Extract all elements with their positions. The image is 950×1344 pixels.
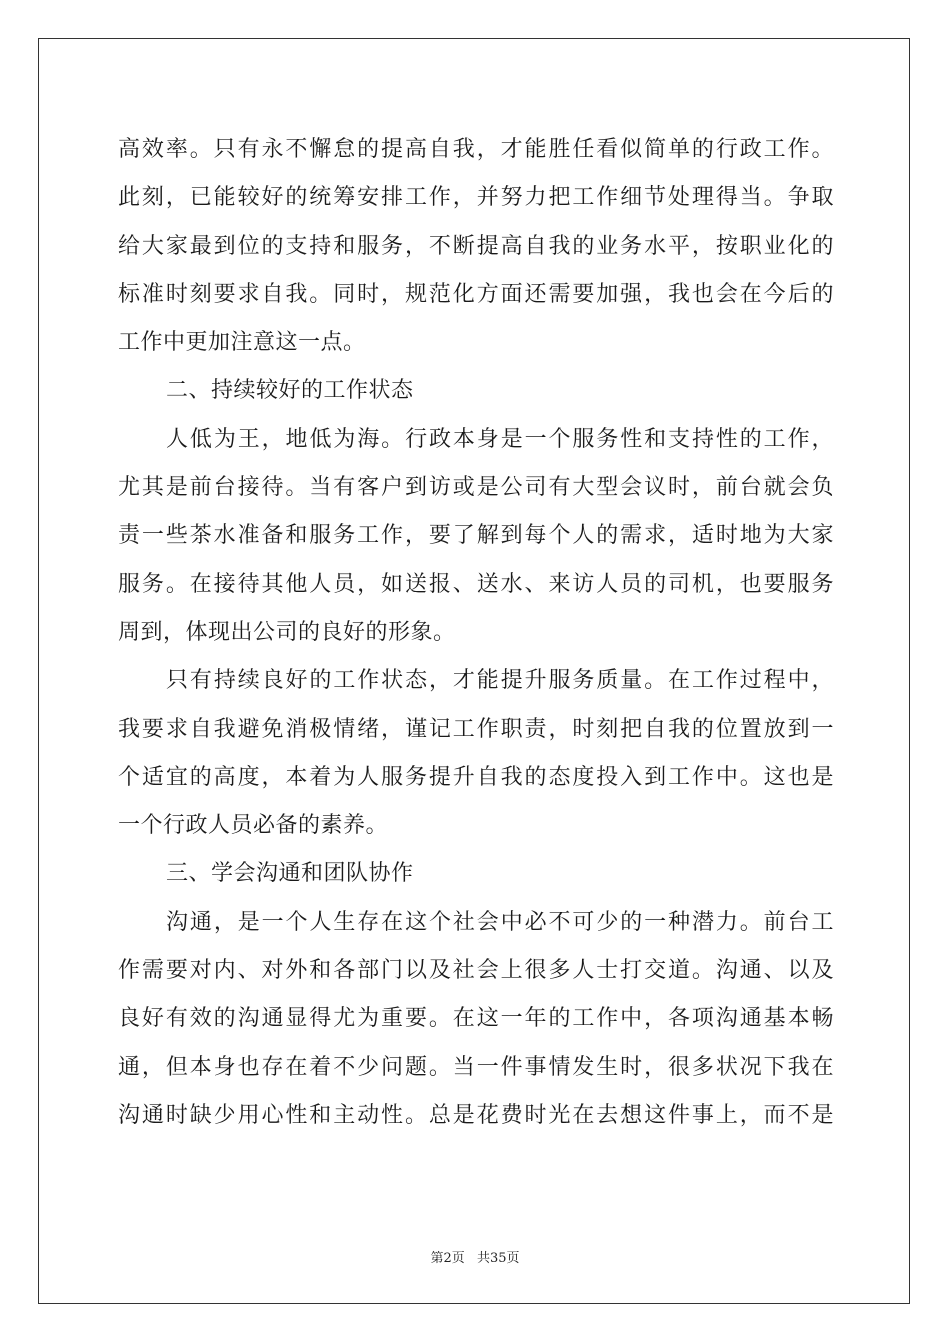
text-line: 责一些茶水准备和服务工作，要了解到每个人的需求，适时地为大家 bbox=[118, 523, 834, 549]
document-body bbox=[118, 126, 834, 1140]
text-line: 作需要对内、对外和各部门以及社会上很多人士打交道。沟通、以及 bbox=[118, 958, 834, 984]
text-line: 沟通，是一个人生存在这个社会中必不可少的一种潜力。前台工 bbox=[166, 909, 834, 935]
text-line: 周到，体现出公司的良好的形象。 bbox=[118, 619, 456, 645]
text-line: 标准时刻要求自我。同时，规范化方面还需要加强，我也会在今后的 bbox=[118, 281, 834, 307]
text-line: 高效率。只有永不懈怠的提高自我，才能胜任看似简单的行政工作。 bbox=[118, 137, 834, 162]
text-line: 通，但本身也存在着不少问题。当一件事情发生时，很多状况下我在 bbox=[118, 1054, 834, 1080]
text-line: 沟通时缺少用心性和主动性。总是花费时光在去想这件事上，而不是 bbox=[118, 1102, 834, 1128]
text-line: 个适宜的高度，本着为人服务提升自我的态度投入到工作中。这也是 bbox=[118, 764, 834, 790]
total-pages-label: 共35页 bbox=[476, 1251, 520, 1266]
text-line: 工作中更加注意这一点。 bbox=[118, 330, 366, 356]
text-line: 人低为王，地低为海。行政本身是一个服务性和支持性的工作， bbox=[166, 426, 834, 452]
text-line: 我要求自我避免消极情绪，谨记工作职责，时刻把自我的位置放到一 bbox=[118, 716, 834, 742]
text-line: 给大家最到位的支持和服务，不断提高自我的业务水平，按职业化的 bbox=[118, 233, 834, 259]
page-footer bbox=[0, 1247, 950, 1266]
text-line: 尤其是前台接待。当有客户到访或是公司有大型会议时，前台就会负 bbox=[118, 475, 834, 501]
text-line: 良好有效的沟通显得尤为重要。在这一年的工作中，各项沟通基本畅 bbox=[118, 1006, 834, 1032]
text-line: 此刻，已能较好的统筹安排工作，并努力把工作细节处理得当。争取 bbox=[118, 185, 834, 211]
current-page-label: 第2页 bbox=[430, 1251, 465, 1266]
text-line: 二、持续较好的工作状态 bbox=[166, 378, 414, 404]
text-line: 服务。在接待其他人员，如送报、送水、来访人员的司机，也要服务 bbox=[118, 571, 834, 597]
text-line: 三、学会沟通和团队协作 bbox=[166, 861, 414, 887]
text-line: 只有持续良好的工作状态，才能提升服务质量。在工作过程中， bbox=[166, 668, 834, 694]
text-line: 一个行政人员必备的素养。 bbox=[118, 813, 389, 839]
